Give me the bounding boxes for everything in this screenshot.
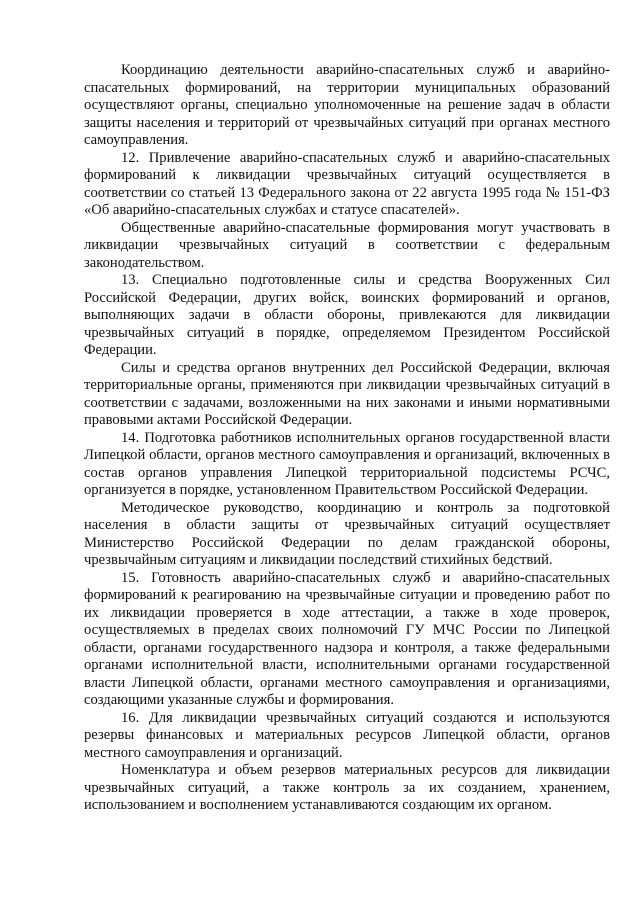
- paragraph-coordination: Координацию деятельности аварийно-спасательных служб и аварийно-спасательных формирований, на территории муниципальных образований осуществляют органы, специально уполномоченные на решение задач в области защиты населения и территорий от чрезвычайных ситуаций при органах местного самоуправления.: [84, 62, 610, 148]
- paragraph-13: 13. Специально подготовленные силы и средства Вооруженных Сил Российской Федерации, других войск, воинских формирований и органов, выполняющих задачи в области обороны, привлекаются для ликвидации чрезвычайных ситуаций в порядке, определяемом Президентом Российской Федерации.: [84, 272, 610, 358]
- document-page: [84, 62, 610, 815]
- paragraph-16: 16. Для ликвидации чрезвычайных ситуаций создаются и используются резервы финансовых и материальных ресурсов Липецкой области, органов местного самоуправления и организаций.: [84, 709, 610, 761]
- paragraph-12: 12. Привлечение аварийно-спасательных служб и аварийно-спасательных формирований к ликвидации чрезвычайных ситуаций осуществляется в соответствии со статьей 13 Федерального закона от 22 августа 1995 года № 151-ФЗ «Об аварийно-спасательных службах и статусе спасателей».: [84, 149, 610, 218]
- paragraph-14: 14. Подготовка работников исполнительных органов государственной власти Липецкой области, органов местного самоуправления и организаций, включенных в состав органов управления Липецкой территориальной подсистемы РСЧС, организуется в порядке, установленном Правительством Российской Федерации.: [84, 429, 610, 498]
- paragraph-internal-affairs: Силы и средства органов внутренних дел Российской Федерации, включая территориальные органы, применяются при ликвидации чрезвычайных ситуаций в соответствии с задачами, возложенными на них законами и иными нормативными правовыми актами Российской Федерации.: [84, 359, 610, 428]
- paragraph-public-formations: Общественные аварийно-спасательные формирования могут участвовать в ликвидации чрезвычайных ситуаций в соответствии с федеральным законодательством.: [84, 219, 610, 271]
- paragraph-reserves-nomenclature: Номенклатура и объем резервов материальных ресурсов для ликвидации чрезвычайных ситуаций, а также контроль за их созданием, хранением, использованием и восполнением устанавливаются создающим их органом.: [84, 762, 610, 813]
- paragraph-methodical-guidance: Методическое руководство, координацию и контроль за подготовкой населения в области защиты от чрезвычайных ситуаций осуществляет Министерство Российской Федерации по делам гражданской обороны, чрезвычайным ситуациям и ликвидации последствий стихийных бедствий.: [84, 499, 610, 568]
- paragraph-15: 15. Готовность аварийно-спасательных служб и аварийно-спасательных формирований к реагированию на чрезвычайные ситуации и проведению работ по их ликвидации проверяется в ходе аттестации, а также в ходе проверок, осуществляемых в пределах своих полномочий ГУ МЧС России по Липецкой области, органами государственного надзора и контроля, а также федеральными органами исполнительной власти, исполнительными органами государственной власти Липецкой области, органами местного самоуправления и организациями, создающими указанные службы и формирования.: [84, 569, 610, 708]
